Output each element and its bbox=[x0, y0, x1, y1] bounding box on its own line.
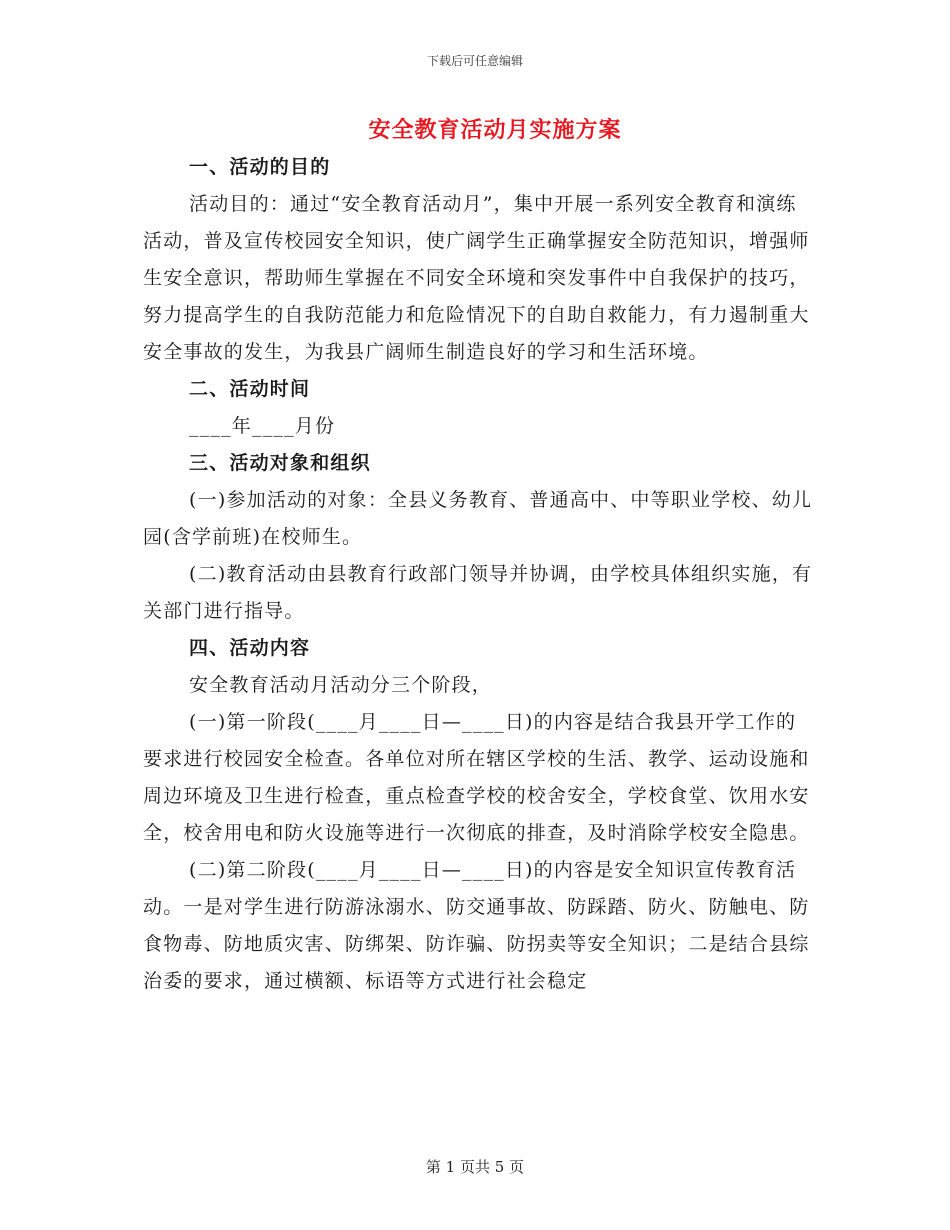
paragraph-stage-one: (一)第一阶段(____月____日—____日)的内容是结合我县开学工作的要求进行校园安全检查。各单位对所在辖区学校的生活、教学、运动设施和周边环境及卫生进行检查，重点检查学校的校舍安全，学校食堂、饮用水安全，校舍用电和防火设施等进行一次彻底的排查，及时消除学校安全隐患。 bbox=[143, 711, 810, 844]
paragraph-organization: (二)教育活动由县教育行政部门领导并协调，由学校具体组织实施，有关部门进行指导。 bbox=[143, 563, 813, 622]
page-header-note: 下载后可任意编辑 bbox=[426, 54, 523, 68]
paragraph-content-intro: 安全教育活动月活动分三个阶段， bbox=[189, 674, 493, 696]
page-footer-number: 第 1 页共 5 页 bbox=[425, 1158, 525, 1176]
paragraph-purpose: 活动目的：通过“安全教育活动月”，集中开展一系列安全教育和演练活动，普及宣传校园安全知识，使广阔学生正确掌握安全防范知识，增强师生安全意识，帮助师生掌握在不同安全环境和突发事件中自我保护的技巧，努力提高学生的自我防范能力和危险情况下的自助自救能力，有力遏制重大安全事故的发生，为我县广阔师生制造良好的学习和生活环境。 bbox=[143, 193, 810, 363]
section-heading-time: 二、活动时间 bbox=[189, 378, 311, 400]
paragraph-participants: (一)参加活动的对象：全县义务教育、普通高中、中等职业学校、幼儿园(含学前班)在校师生。 bbox=[143, 489, 813, 548]
section-heading-purpose: 一、活动的目的 bbox=[189, 156, 331, 178]
section-heading-content: 四、活动内容 bbox=[189, 637, 311, 659]
document-title: 安全教育活动月实施方案 bbox=[368, 117, 622, 143]
section-heading-participants: 三、活动对象和组织 bbox=[189, 452, 371, 474]
paragraph-stage-two: (二)第二阶段(____月____日—____日)的内容是安全知识宣传教育活动。一是对学生进行防游泳溺水、防交通事故、防踩踏、防火、防触电、防食物毒、防地质灾害、防绑架、防诈骗、防拐卖等安全知识；二是结合县综治委的要求，通过横额、标语等方式进行社会稳定 bbox=[143, 859, 810, 992]
document-body bbox=[143, 149, 813, 1000]
paragraph-time: ____年____月份 bbox=[189, 415, 336, 437]
